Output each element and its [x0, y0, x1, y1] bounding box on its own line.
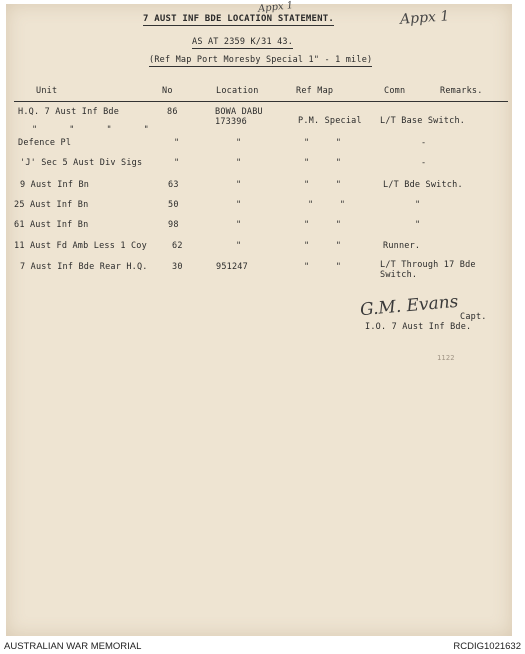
row-ref-map: " ": [304, 220, 342, 230]
row-location: ": [236, 200, 242, 210]
row-comn: -: [421, 158, 427, 168]
signature-rank: Capt.: [460, 312, 487, 322]
row-ref-map: " ": [304, 158, 342, 168]
row-location: 951247: [216, 262, 248, 272]
row-ref-map: " ": [304, 138, 342, 148]
document-title: 7 AUST INF BDE LOCATION STATEMENT.: [143, 14, 335, 24]
column-header-remarks: Remarks.: [440, 86, 483, 96]
signature-office: I.O. 7 Aust Inf Bde.: [365, 322, 472, 332]
row-no: 86: [167, 107, 178, 117]
row-comn: -: [421, 138, 427, 148]
column-header-ref-map: Ref Map: [296, 86, 334, 96]
header-rule: [14, 101, 508, 102]
reference-map: (Ref Map Port Moresby Special 1" - 1 mile): [149, 55, 373, 65]
archive-footer: [0, 638, 525, 654]
row-comn: L/T Base Switch.: [380, 116, 466, 126]
row-location: ": [236, 158, 242, 168]
footer-record-id: RCDIG1021632: [453, 641, 521, 652]
row-comn-continued: Switch.: [380, 270, 418, 280]
row-no: 62: [172, 241, 183, 251]
handwritten-appendix-mark: Appx 1: [399, 8, 450, 28]
row-comn: Runner.: [383, 241, 421, 251]
row-unit: 61 Aust Inf Bn: [14, 220, 89, 230]
row-location: ": [236, 241, 242, 251]
row-location: BOWA DABU: [215, 107, 263, 117]
footer-archive-name: AUSTRALIAN WAR MEMORIAL: [4, 641, 142, 652]
handwritten-overwrite: Appx 1: [257, 0, 294, 15]
row-unit: 25 Aust Inf Bn: [14, 200, 89, 210]
row-comn: L/T Through 17 Bde: [380, 260, 476, 270]
row-ref-map: " ": [304, 180, 342, 190]
row-unit: H.Q. 7 Aust Inf Bde: [18, 107, 120, 117]
row-unit: 11 Aust Fd Amb Less 1 Coy: [14, 241, 147, 251]
column-header-location: Location: [216, 86, 259, 96]
row-ref-map: P.M. Special: [298, 116, 362, 126]
row-ref-map: " ": [304, 241, 342, 251]
row-comn: ": [415, 220, 421, 230]
row-ref-map: " ": [308, 200, 346, 210]
row-no: 50: [168, 200, 179, 210]
row-no: 30: [172, 262, 183, 272]
row-unit-ditto: " " " ": [32, 125, 149, 135]
row-location: ": [236, 180, 242, 190]
column-header-no: No: [162, 86, 173, 96]
row-unit: 'J' Sec 5 Aust Div Sigs: [20, 158, 143, 168]
row-location: ": [236, 138, 242, 148]
row-ref-map: " ": [304, 262, 342, 272]
row-no: 98: [168, 220, 179, 230]
faint-stamp: 1122: [437, 354, 455, 362]
row-no: ": [174, 138, 180, 148]
column-header-comn: Comn: [384, 86, 406, 96]
row-unit: Defence Pl: [18, 138, 72, 148]
row-no: ": [174, 158, 180, 168]
as-at-date: AS AT 2359 K/31 43.: [192, 37, 294, 47]
handwritten-signature: G.M. Evans: [359, 291, 460, 321]
row-location: ": [236, 220, 242, 230]
document-page: [6, 4, 512, 636]
row-unit: 7 Aust Inf Bde Rear H.Q.: [20, 262, 148, 272]
row-no: 63: [168, 180, 179, 190]
row-comn: L/T Bde Switch.: [383, 180, 463, 190]
row-location-grid: 173396: [215, 117, 247, 127]
row-comn: ": [415, 200, 421, 210]
column-header-unit: Unit: [36, 86, 58, 96]
row-unit: 9 Aust Inf Bn: [20, 180, 90, 190]
